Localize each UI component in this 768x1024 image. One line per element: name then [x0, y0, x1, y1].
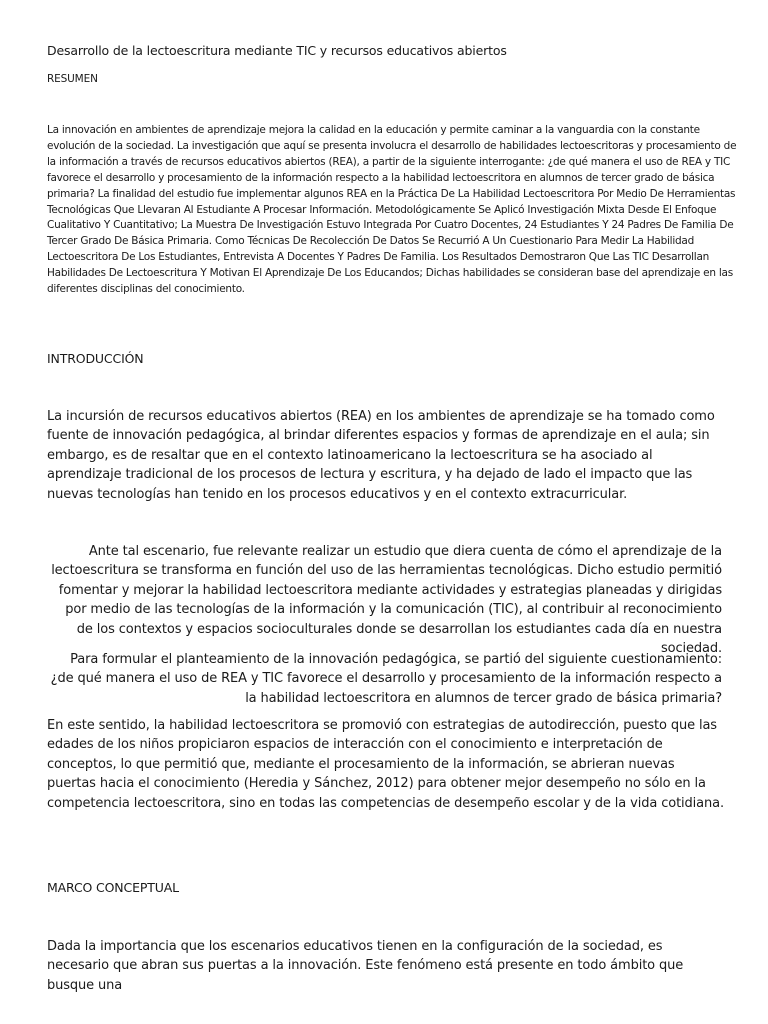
abstract-paragraph: La innovación en ambientes de aprendizaje mejora la calidad en la educación y permite caminar a la vanguardia con la constante evolución de la sociedad. La investigación que aquí se presenta involucra el desarrollo de habilidades lectoescritoras y procesamiento de la información a través de recursos educativos abiertos (REA), a partir de la siguiente interrogante: ¿de qué manera el uso de REA y TIC favorece el desarrollo y procesamiento de la información respecto a la habilidad lectoescritora en alumnos de tercer grado de básica primaria? La finalidad del estudio fue implementar algunos REA en la Práctica De La Habilidad Lectoescritora Por Medio De Herramientas Tecnológicas Que Llevaran Al Estudiante A Procesar Información. Metodológicamente Se Aplicó Investigación Mixta Desde El Enfoque Cualitativo Y Cuantitativo; La Muestra De Investigación Estuvo Integrada Por Cuatro Docentes, 24 Estudiantes Y 24 Padres De Familia De Tercer Grado De Básica Primaria. Como Técnicas De Recolección De Datos Se Recurrió A Un Cuestionario Para Medir La Habilidad Lectoescritora De Los Estudiantes, Entrevista A Docentes Y Padres De Familia. Los Resultados Demostraron Que Las TIC Desarrollan Habilidades De Lectoescritura Y Motivan El Aprendizaje De Los Educandos; Dichas habilidades se consideran base del aprendizaje en las diferentes disciplinas del conocimiento. — [47, 124, 737, 296]
conceptual-framework-paragraph: Dada la importancia que los escenarios educativos tienen en la configuración de la sociedad, es necesario que abran sus puertas a la innovación. Este fenómeno está presente en todo ámbito que busque una — [47, 939, 684, 993]
document-title: Desarrollo de la lectoescritura mediante TIC y recursos educativos abiertos — [47, 43, 507, 58]
intro-paragraph-1: La incursión de recursos educativos abiertos (REA) en los ambientes de aprendizaje se ha tomado como fuente de innovación pedagógica, al brindar diferentes espacios y formas de aprendizaje en el aula; sin embargo, es de resaltar que en el contexto latinoamericano la lectoescritura se ha asociado al aprendizaje tradicional de los procesos de lectura y escritura, y ha dejado de lado el impacto que las nuevas tecnologías han tenido en los procesos educativos y en el contexto extracurricular. — [47, 409, 715, 502]
abstract-heading: RESUMEN — [47, 73, 98, 85]
intro-paragraph-2: Ante tal escenario, fue relevante realizar un estudio que diera cuenta de cómo el aprendizaje de la lectoescritura se transforma en función del uso de las herramientas tecnológicas. Dicho estudio permitió fomentar y mejorar la habilidad lectoescritora mediante actividades y estrategias planeadas y dirigidas por medio de las tecnologías de la información y la comunicación (TIC), al contribuir al reconocimiento de los contextos y espacios socioculturales donde se desarrollan los estudiantes cada día en nuestra sociedad. — [51, 544, 722, 657]
intro-paragraph-3: Para formular el planteamiento de la innovación pedagógica, se partió del siguiente cuestionamiento: ¿de qué manera el uso de REA y TIC favorece el desarrollo y procesamiento de la información respecto a la habilidad lectoescritora en alumnos de tercer grado de básica primaria? — [50, 652, 722, 706]
introduction-heading: INTRODUCCIÓN — [47, 351, 144, 366]
intro-paragraph-4: En este sentido, la habilidad lectoescritora se promovió con estrategias de autodirección, puesto que las edades de los niños propiciaron espacios de interacción con el conocimiento e interpretación de conceptos, lo que permitió que, mediante el procesamiento de la información, se abrieran nuevas puertas hacia el conocimiento (Heredia y Sánchez, 2012) para obtener mejor desempeño no sólo en la competencia lectoescritora, sino en todas las competencias de desempeño escolar y de la vida cotidiana. — [47, 718, 724, 811]
conceptual-framework-heading: MARCO CONCEPTUAL — [47, 880, 179, 895]
